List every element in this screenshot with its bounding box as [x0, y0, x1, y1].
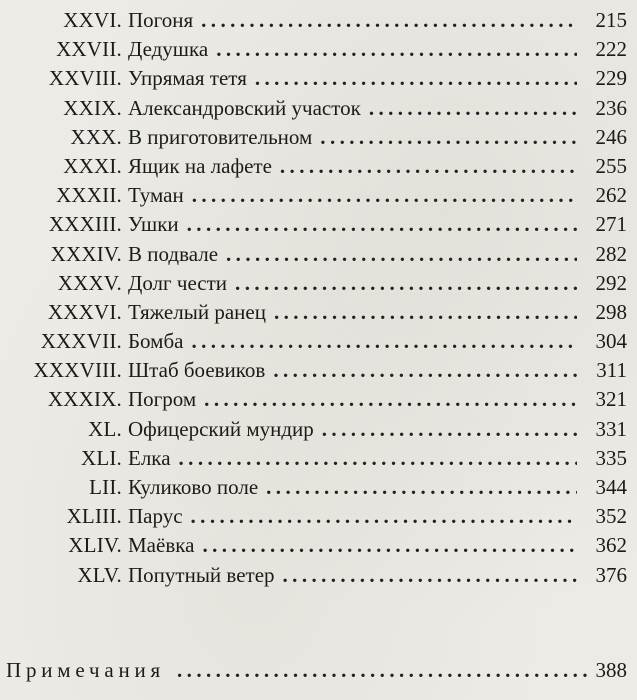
toc-entry	[0, 35, 637, 64]
chapter-number: XXXI.	[63, 153, 122, 178]
chapter-title: Офицерский мундир	[128, 416, 314, 441]
dot-leader	[191, 502, 577, 531]
page-number: 255	[595, 153, 627, 178]
dot-leader	[280, 152, 577, 181]
page-number: 229	[595, 66, 627, 91]
dot-leader	[255, 64, 577, 93]
chapter-number: XXXVIII.	[33, 358, 122, 383]
dot-leader	[369, 94, 577, 123]
chapter-title-wrap	[128, 327, 577, 356]
chapter-number: XLI.	[80, 445, 122, 470]
chapter-number: XXXII.	[56, 183, 122, 208]
chapter-title-wrap	[128, 64, 577, 93]
chapter-number: XXXIX.	[47, 387, 122, 412]
dot-leader	[204, 385, 577, 414]
chapter-number: XLIII.	[66, 504, 122, 529]
chapter-title-wrap	[128, 210, 577, 239]
dot-leader	[191, 327, 577, 356]
page-number: 344	[595, 475, 627, 499]
dot-leader	[283, 561, 577, 590]
table-of-contents	[0, 6, 637, 590]
chapter-title: Куликово поле	[128, 475, 259, 499]
dot-leader	[235, 269, 577, 298]
page-number: 246	[595, 124, 627, 149]
dot-leader	[273, 356, 577, 385]
toc-entry	[0, 327, 637, 356]
chapter-title: В подвале	[128, 241, 219, 266]
toc-entry	[0, 502, 637, 531]
chapter-title: Попутный ветер	[128, 562, 275, 587]
chapter-title-wrap	[128, 356, 577, 385]
chapter-title-wrap	[128, 240, 577, 269]
page-number: 222	[595, 37, 627, 62]
page-number: 331	[595, 416, 627, 441]
toc-entry	[0, 210, 637, 239]
page-number: 292	[595, 270, 627, 295]
page-number: 282	[595, 241, 627, 266]
chapter-title-wrap	[128, 444, 577, 473]
chapter-number: XXXVI.	[47, 299, 122, 324]
chapter-number: LII.	[89, 475, 122, 499]
chapter-title-wrap	[128, 35, 577, 64]
page-number: 262	[595, 183, 627, 208]
chapter-title: Туман	[128, 183, 184, 208]
toc-entry	[0, 269, 637, 298]
toc-entry-notes	[6, 655, 627, 685]
chapter-title: В приготовительном	[128, 124, 313, 149]
page-number: 304	[595, 329, 627, 354]
dot-leader	[177, 655, 587, 685]
toc-entry	[0, 94, 637, 123]
chapter-title-wrap	[128, 181, 577, 210]
chapter-title-wrap	[128, 385, 577, 414]
chapter-number: XXXIV.	[50, 241, 122, 266]
toc-entry	[0, 385, 637, 414]
toc-entry	[0, 240, 637, 269]
dot-leader	[179, 444, 577, 473]
page-number: 215	[595, 8, 627, 32]
notes-title: Примечания	[6, 658, 166, 682]
toc-entry	[0, 181, 637, 210]
chapter-title: Погром	[128, 387, 197, 412]
chapter-title-wrap	[128, 94, 577, 123]
chapter-title: Долг чести	[128, 270, 228, 295]
chapter-title: Александровский участок	[128, 95, 361, 120]
notes-page-number: 388	[595, 658, 627, 682]
chapter-title-wrap	[128, 531, 577, 560]
chapter-title: Дедушка	[128, 37, 209, 62]
page-number: 236	[595, 95, 627, 120]
chapter-title-wrap	[128, 123, 577, 152]
chapter-title: Парус	[128, 504, 183, 529]
chapter-title: Ушки	[128, 212, 179, 237]
page-number: 376	[595, 562, 627, 587]
chapter-title: Погоня	[128, 8, 194, 32]
toc-entry	[0, 473, 637, 502]
chapter-title-wrap	[128, 502, 577, 531]
chapter-title-wrap	[128, 415, 577, 444]
chapter-title: Маёвка	[128, 533, 195, 558]
chapter-title: Упрямая тетя	[128, 66, 247, 91]
dot-leader	[274, 298, 577, 327]
chapter-title-wrap	[128, 561, 577, 590]
chapter-title-wrap	[128, 152, 577, 181]
dot-leader	[192, 181, 577, 210]
toc-entry	[0, 444, 637, 473]
dot-leader	[202, 531, 577, 560]
toc-entry	[0, 298, 637, 327]
chapter-number: XXIX.	[63, 95, 122, 120]
toc-entry	[0, 561, 637, 590]
toc-entry	[0, 152, 637, 181]
chapter-title-wrap	[128, 298, 577, 327]
chapter-number: XLIV.	[68, 533, 122, 558]
toc-entry	[0, 123, 637, 152]
chapter-number: XXVIII.	[48, 66, 122, 91]
chapter-number: XXVI.	[63, 8, 122, 32]
chapter-title: Тяжелый ранец	[128, 299, 266, 324]
chapter-title: Ящик на лафете	[128, 153, 272, 178]
page-number: 362	[595, 533, 627, 558]
chapter-title-wrap	[128, 6, 577, 35]
chapter-number: XXXVII.	[40, 329, 122, 354]
chapter-number: XL.	[88, 416, 122, 441]
dot-leader	[226, 240, 577, 269]
dot-leader	[201, 6, 577, 35]
chapter-number: XXXIII.	[48, 212, 122, 237]
toc-entry	[0, 415, 637, 444]
chapter-number: XLV.	[77, 562, 122, 587]
dot-leader	[320, 123, 577, 152]
chapter-number: XXX.	[70, 124, 122, 149]
toc-entry	[0, 64, 637, 93]
toc-entry	[0, 356, 637, 385]
toc-entry	[0, 6, 637, 35]
chapter-number: XXVII.	[56, 37, 122, 62]
dot-leader	[322, 415, 577, 444]
chapter-title: Бомба	[128, 329, 184, 354]
page-number: 271	[595, 212, 627, 237]
dot-leader	[187, 210, 577, 239]
chapter-title-wrap	[128, 473, 577, 502]
page-number: 298	[595, 299, 627, 324]
dot-leader	[216, 35, 577, 64]
toc-entry	[0, 531, 637, 560]
chapter-title: Штаб боевиков	[128, 358, 266, 383]
page-number: 311	[596, 358, 627, 383]
page-number: 352	[595, 504, 627, 529]
chapter-number: XXXV.	[57, 270, 122, 295]
page-number: 335	[595, 445, 627, 470]
chapter-title: Елка	[128, 445, 171, 470]
page-number: 321	[595, 387, 627, 412]
chapter-title-wrap	[128, 269, 577, 298]
dot-leader	[266, 473, 577, 502]
